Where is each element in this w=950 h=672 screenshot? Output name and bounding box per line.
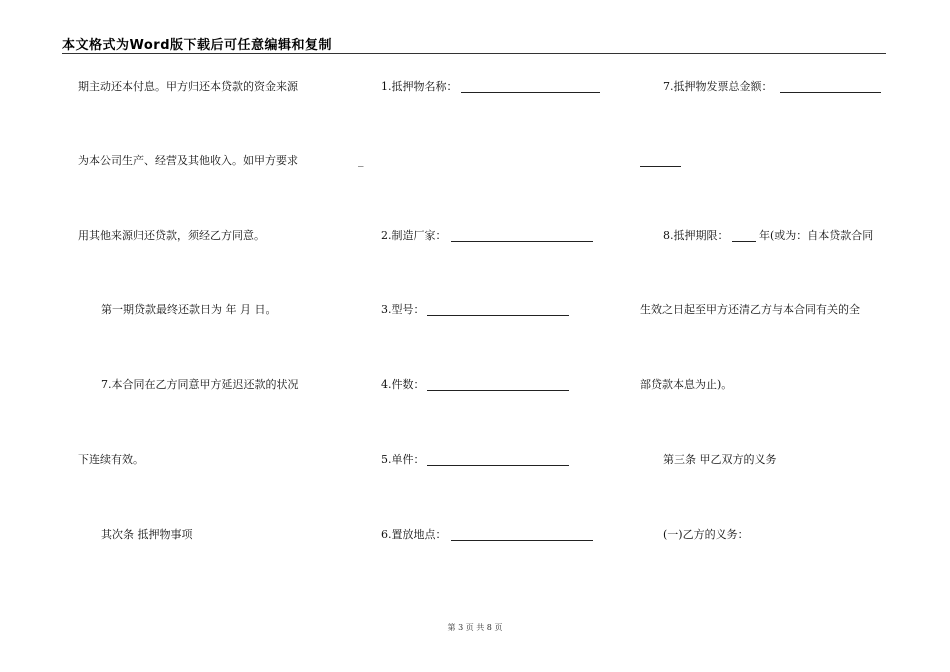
- field-location-blank: [451, 540, 593, 541]
- left-line-2: 为本公司生产、经营及其他收入。如甲方要求: [78, 154, 298, 167]
- field-invoice-total-blank-cont: [640, 166, 681, 167]
- field-location-label: 6.置放地点：: [381, 528, 447, 541]
- field-underscore-mark: _: [358, 154, 364, 167]
- field-invoice-total-label: 7.抵押物发票总金额：: [663, 80, 773, 93]
- right-line-3: 生效之日起至甲方还清乙方与本合同有关的全: [640, 303, 860, 316]
- left-line-5: 7.本合同在乙方同意甲方延迟还款的状况: [101, 378, 299, 391]
- left-line-3: 用其他来源归还贷款，须经乙方同意。: [78, 229, 265, 242]
- right-line-4: 部贷款本息为止)。: [640, 378, 733, 391]
- field-mortgage-period-label: 8.抵押期限：: [663, 229, 729, 242]
- field-model-blank: [427, 315, 569, 316]
- field-model-label: 3.型号：: [381, 303, 425, 316]
- field-mortgage-period-blank: [732, 241, 756, 242]
- header-title: 本文格式为Word版下载后可任意编辑和复制: [62, 38, 333, 53]
- document-header: [62, 34, 886, 54]
- field-manufacturer-blank: [451, 241, 593, 242]
- field-invoice-total-blank: [780, 92, 881, 93]
- field-quantity-label: 4.件数：: [381, 378, 425, 391]
- field-collateral-name-blank: [461, 92, 600, 93]
- right-line-section-heading: 第三条 甲乙双方的义务: [663, 453, 777, 466]
- left-line-7: 其次条 抵押物事项: [101, 528, 193, 541]
- field-quantity-blank: [427, 390, 569, 391]
- page-footer: 第 3 页 共 8 页: [447, 623, 503, 632]
- right-line-obligations: (一)乙方的义务：: [663, 528, 749, 541]
- field-manufacturer-label: 2.制造厂家：: [381, 229, 447, 242]
- field-unit-label: 5.单件：: [381, 453, 425, 466]
- right-line-period-cont: 年(或为：自本贷款合同: [759, 229, 874, 242]
- left-line-4: 第一期贷款最终还款日为 年 月 日。: [101, 303, 277, 316]
- left-line-6: 下连续有效。: [78, 453, 144, 466]
- field-unit-blank: [427, 465, 569, 466]
- left-line-1: 期主动还本付息。甲方归还本贷款的资金来源: [78, 80, 298, 93]
- field-collateral-name-label: 1.抵押物名称：: [381, 80, 458, 93]
